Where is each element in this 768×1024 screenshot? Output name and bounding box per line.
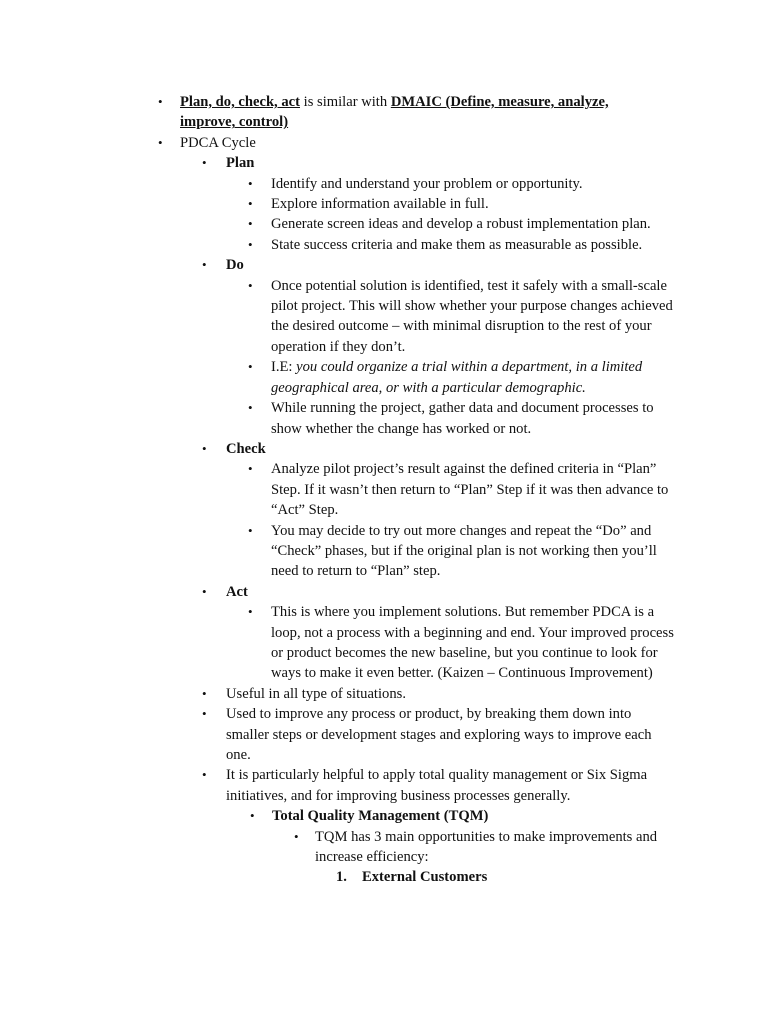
bullet-icon: • (248, 604, 253, 620)
intro-connector: is similar with (300, 94, 391, 110)
general-item (0, 704, 676, 765)
plan-heading: Plan (226, 155, 255, 172)
do-item (0, 276, 676, 358)
bullet-icon: • (250, 808, 255, 824)
do-item-text: While running the project, gather data and document processes to show whether the change has worked or not. (271, 400, 654, 437)
check-heading: Check (226, 440, 266, 457)
section-heading-do (0, 255, 666, 275)
bullet-icon: • (202, 583, 207, 599)
bullet-icon: • (248, 359, 253, 375)
tqm-item (0, 827, 685, 868)
pdca-cycle-label: PDCA Cycle (180, 134, 256, 151)
check-item (0, 459, 676, 520)
ie-prefix: I.E: (271, 359, 297, 376)
plan-item (0, 174, 676, 194)
act-item-text: This is where you implement solutions. But remember PDCA is a loop, not a process with a beginning and end. Your improved process or product becomes the new baseline, but you continue to look for ways to make it even better. (Kaizen – Continuous Improvement) (271, 604, 674, 682)
bullet-icon: • (158, 94, 163, 109)
ie-example-text: you could organize a trial within a department, in a limited geographical area, or with a particular demographic. (271, 359, 643, 396)
bullet-icon: • (202, 685, 207, 701)
plan-item-text: Generate screen ideas and develop a robust implementation plan. (271, 216, 651, 233)
plan-item (0, 235, 676, 255)
bullet-icon: • (202, 767, 207, 783)
plan-item (0, 214, 676, 234)
list-item-pdca-cycle (0, 133, 630, 153)
bullet-icon: • (248, 175, 253, 191)
do-heading: Do (226, 257, 244, 274)
numbered-item-text: External Customers (362, 869, 488, 886)
bullet-icon: • (248, 522, 253, 538)
plan-item-text: State success criteria and make them as measurable as possible. (271, 236, 643, 253)
section-heading-plan (0, 153, 666, 173)
general-item-text: It is particularly helpful to apply total quality management or Six Sigma initiatives, and for improving business processes generally. (226, 767, 648, 804)
section-heading-act (0, 582, 666, 602)
list-item-intro (0, 92, 630, 133)
section-heading-check (0, 439, 666, 459)
do-item-example (0, 357, 676, 398)
term-pdca: Plan, do, check, act (180, 94, 300, 110)
document-body (0, 92, 768, 888)
number-marker: 1. (336, 869, 347, 886)
act-item (0, 602, 676, 684)
tqm-heading: Total Quality Management (TQM) (272, 808, 489, 825)
bullet-icon: • (294, 828, 299, 844)
do-item (0, 398, 676, 439)
numbered-item (0, 867, 692, 887)
check-item-text: You may decide to try out more changes and repeat the “Do” and “Check” phases, but if the original plan is not working then you’ll need to return to “Plan” step. (271, 522, 657, 580)
plan-item-text: Identify and understand your problem or opportunity. (271, 175, 583, 192)
check-item (0, 521, 676, 582)
general-item (0, 765, 676, 806)
bullet-icon: • (202, 257, 207, 273)
bullet-icon: • (248, 400, 253, 416)
tqm-item-text: TQM has 3 main opportunities to make improvements and increase efficiency: (315, 828, 658, 866)
term-dmaic: DMAIC (Define, measure, analyze, improve, control) (180, 94, 609, 131)
bullet-icon: • (248, 236, 253, 252)
act-heading: Act (226, 583, 248, 600)
bullet-icon: • (248, 196, 253, 212)
check-item-text: Analyze pilot project’s result against the defined criteria in “Plan” Step. If it wasn’t then return to “Plan” Step if it was then advance to “Act” Step. (271, 461, 669, 519)
bullet-icon: • (202, 706, 207, 722)
bullet-icon: • (248, 277, 253, 293)
plan-item (0, 194, 676, 214)
general-item (0, 684, 676, 704)
bullet-icon: • (202, 155, 207, 171)
bullet-icon: • (248, 461, 253, 477)
plan-item-text: Explore information available in full. (271, 196, 489, 213)
section-heading-tqm (0, 806, 692, 826)
bullet-icon: • (248, 216, 253, 232)
do-item-text: Once potential solution is identified, test it safely with a small-scale pilot project. This will show whether your purpose changes achieved the desired outcome – with minimal disruption to the rest of your operation if they don’t. (271, 277, 673, 355)
general-item-text: Useful in all type of situations. (226, 685, 406, 702)
bullet-icon: • (202, 440, 207, 456)
general-item-text: Used to improve any process or product, by breaking them down into smaller steps or development stages and exploring ways to improve each one. (226, 706, 652, 763)
bullet-icon: • (158, 134, 163, 150)
